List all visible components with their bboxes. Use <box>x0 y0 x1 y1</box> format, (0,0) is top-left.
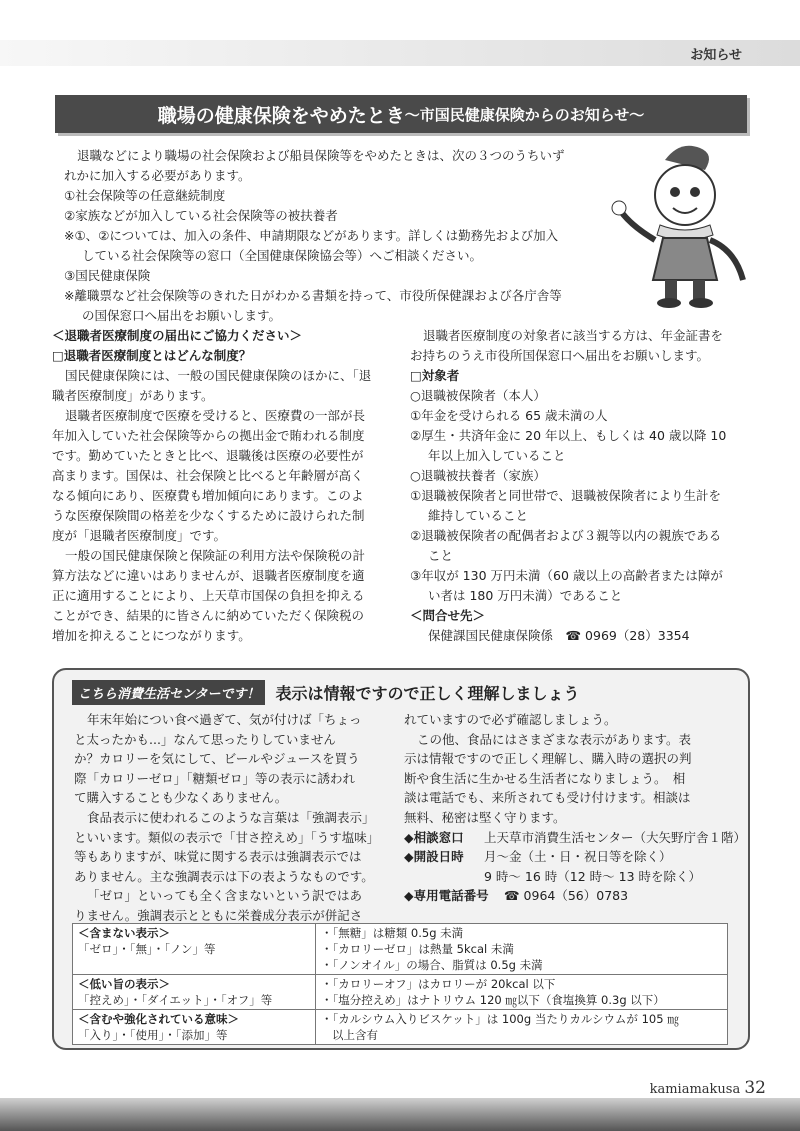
intro-line: 退職などにより職場の社会保険および船員保険等をやめたときは、次の３つのうちいず <box>77 148 565 163</box>
example: ・「カロリーゼロ」は熱量 5kcal 未満 <box>321 942 514 956</box>
emphasis-label-table <box>72 923 728 1045</box>
text-line: て購入することも少なくありません。 <box>74 790 288 806</box>
text-line: 「ゼロ」といっても全く含まないという訳ではあ <box>87 888 363 904</box>
text-line: 正に適用することにより、上天草市国保の負担を抑える <box>52 588 365 603</box>
text-line: 国民健康保険には、一般の国民健康保険のほかに、「退 <box>65 368 372 383</box>
bottom-band <box>0 1098 800 1131</box>
text-line: 維持していること <box>428 508 529 523</box>
table-cell <box>316 1010 728 1045</box>
text-line: こと <box>428 548 454 563</box>
contact-line <box>404 847 744 867</box>
consumer-box-header <box>72 680 580 705</box>
text-line: 等もありますが、味覚に関する表示は強調表示では <box>74 849 362 865</box>
example: ・「カルシウム入りビスケット」は 100g 当たりカルシウムが 105 ㎎ <box>321 1012 679 1026</box>
text-line: ②退職被保険者の配偶者および３親等以内の親族である <box>410 528 722 543</box>
table-row <box>73 924 728 975</box>
text-line: 増加を抑えることにつながります。 <box>52 628 251 643</box>
example: ・「無糖」は糖類 0.5g 未満 <box>321 926 464 940</box>
row-words: 「入り」・「使用」・「添加」等 <box>78 1028 228 1042</box>
text-line: ありません。主な強調表示は下の表ようなものです。 <box>74 868 374 884</box>
text-line: 際「カロリーゼロ」「糖類ゼロ」等の表示に誘われ <box>74 770 356 786</box>
article-title-bar <box>55 95 747 133</box>
intro-line: ※離職票など社会保険等のきれた日がわかる書類を持って、市役所保健課および各庁舎等 <box>64 288 562 303</box>
text-line: ○退職被保険者（本人） <box>410 388 546 403</box>
text-line: お持ちのうえ市役所国保窓口へ届出をお願いします。 <box>410 348 710 363</box>
example: ・「塩分控えめ」はナトリウム 120 ㎎以下（食塩換算 0.3g 以下） <box>321 993 665 1007</box>
text-line: 無料、秘密は堅く守ります。 <box>404 809 566 825</box>
text-line: ③年収が 130 万円未満（60 歳以上の高齢者または障が <box>410 568 723 583</box>
brand-name: kamiamakusa <box>649 1082 741 1097</box>
intro-line: の国保窓口へ届出をお願いします。 <box>82 308 282 323</box>
text-line: 職者医療制度」があります。 <box>52 388 214 403</box>
contact-line <box>404 886 744 906</box>
consumer-left-column <box>74 710 386 926</box>
contact-value: 月～金（土・日・祝日等を除く） <box>484 849 672 865</box>
intro-line: ③国民健康保険 <box>64 268 151 283</box>
contact-heading: ＜問合せ先＞ <box>410 608 486 623</box>
text-line: 度が「退職者医療制度」です。 <box>52 528 227 543</box>
intro-line: ※①、②については、加入の条件、申請期限などがあります。詳しくは勤務先および加入 <box>64 228 559 243</box>
mascot-illustration <box>605 140 755 310</box>
row-words: 「控えめ」・「ダイエット」・「オフ」等 <box>78 993 273 1007</box>
top-band <box>0 40 800 66</box>
intro-line: ①社会保険等の任意継続制度 <box>64 188 226 203</box>
text-line: ①退職被保険者と同世帯で、退職被保険者により生計を <box>410 488 721 503</box>
text-line: うな医療保険間の格差を少なくするために設けられた制 <box>52 508 365 523</box>
intro-line: ②家族などが加入している社会保険等の被扶養者 <box>64 208 338 223</box>
contact-label: ◆開設日時 <box>404 849 464 865</box>
text-line: 談は電話でも、来所されても受け付けます。相談は <box>404 790 691 806</box>
row-heading: ＜含まない表示＞ <box>78 926 170 940</box>
text-line: ○退職被扶養者（家族） <box>410 468 546 483</box>
contact-label: ◆相談窓口 <box>404 829 464 845</box>
table-row <box>73 1010 728 1045</box>
subhead: ＜退職者医療制度の届出にご協力ください＞ <box>52 328 303 343</box>
intro-line: れかに加入する必要があります。 <box>64 168 251 183</box>
text-line: ②厚生・共済年金に 20 年以上、もしくは 40 歳以降 10 <box>410 428 727 443</box>
text-line: といいます。類似の表示で「甘さ控えめ」「うす塩味」 <box>74 829 380 845</box>
row-heading: ＜含むや強化されている意味＞ <box>78 1012 239 1026</box>
intro-line: している社会保険等の窓口（全国健康保険協会等）へご相談ください。 <box>82 248 483 263</box>
consumer-center-box <box>52 668 750 1050</box>
row-words: 「ゼロ」・「無」・「ノン」等 <box>78 942 216 956</box>
text-line: 一般の国民健康保険と保険証の利用方法や保険税の計 <box>65 548 366 563</box>
row-heading: ＜低い旨の表示＞ <box>78 977 170 991</box>
table-row <box>73 975 728 1010</box>
article-title: 職場の健康保険をやめたとき <box>157 104 405 127</box>
text-line: か？カロリーを気にして、ビールやジュースを買う <box>74 751 360 767</box>
contact-line <box>404 867 744 887</box>
page-number: 32 <box>744 1078 766 1098</box>
retiree-medical-right-column <box>410 326 755 646</box>
contact-value: 上天草市消費生活センター（大矢野庁舎１階） <box>484 829 747 845</box>
consumer-box-title: 表示は情報ですので正しく理解しましょう <box>275 684 580 703</box>
footer-brand <box>650 1078 766 1098</box>
text-line: この他、食品にはさまざまな表示があります。表 <box>417 731 692 747</box>
text-line: 断や食生活に生かせる生活者になりましょう。 相 <box>404 770 686 786</box>
contact-line <box>404 828 747 848</box>
table-cell <box>73 1010 316 1045</box>
text-line: なる傾向にあり、医療費も増加傾向にあります。このよ <box>52 488 364 503</box>
text-line: と太ったかも...」なんて思ったりしていません <box>74 731 336 747</box>
article-subtitle: ～市国民健康保険からのお知らせ～ <box>404 105 645 124</box>
intro-text <box>64 146 612 326</box>
contact-value: 9 時～ 16 時（12 時～ 13 時を除く） <box>484 868 702 884</box>
table-cell <box>73 975 316 1010</box>
text-line: 年以上加入していること <box>428 448 566 463</box>
contact-phone: 保健課国民健康保険係 ☎ 0969（28）3354 <box>428 628 690 643</box>
text-line: 退職者医療制度で医療を受けると、医療費の一部が長 <box>65 408 366 423</box>
contact-value: ☎ 0964（56）0783 <box>504 888 629 904</box>
text-line: ①年金を受けられる 65 歳未満の人 <box>410 408 608 423</box>
text-line: 年末年始につい食べ過ぎて、気が付けば「ちょっ <box>87 712 362 727</box>
text-line: 示は情報ですので正しく理解し、購入時の選択の判 <box>404 751 692 767</box>
text-line: い者は 180 万円未満）であること <box>428 588 623 603</box>
text-line: 食品表示に使われるこのような言葉は「強調表示」 <box>87 809 375 825</box>
subhead: □対象者 <box>410 368 460 383</box>
text-line: 高まります。国保は、社会保険と比べると年齢層が高く <box>52 468 364 483</box>
example: ・「カロリーオフ」はカロリーが 20kcal 以下 <box>321 977 556 991</box>
text-line: 年加入していた社会保険等からの拠出金で賄われる制度 <box>52 428 365 443</box>
subhead: □退職者医療制度とはどんな制度？ <box>52 348 252 363</box>
text-line: です。勤めていたときと比べ、退職後は医療の必要性が <box>52 448 364 463</box>
consumer-center-badge: こちら消費生活センターです！ <box>72 680 265 705</box>
contact-label: ◆専用電話番号 <box>404 888 489 904</box>
table-cell <box>316 924 728 975</box>
text-line: ことができ、結果的に皆さんに納めていただく保険税の <box>52 608 365 623</box>
table-cell <box>73 924 316 975</box>
text-line: りません。強調表示とともに栄養成分表示が併記さ <box>74 907 363 923</box>
text-line: 退職者医療制度の対象者に該当する方は、年金証書を <box>423 328 724 343</box>
consumer-right-column <box>404 710 747 906</box>
text-line: れていますので必ず確認しましょう。 <box>404 712 617 727</box>
table-cell <box>316 975 728 1010</box>
text-line: 算方法などに違いはありませんが、退職者医療制度を適 <box>52 568 365 583</box>
example: 以上含有 <box>332 1028 378 1042</box>
example: ・「ノンオイル」の場合、脂質は 0.5g 未満 <box>321 958 543 972</box>
section-label: お知らせ <box>690 48 742 63</box>
retiree-medical-left-column <box>52 326 390 646</box>
